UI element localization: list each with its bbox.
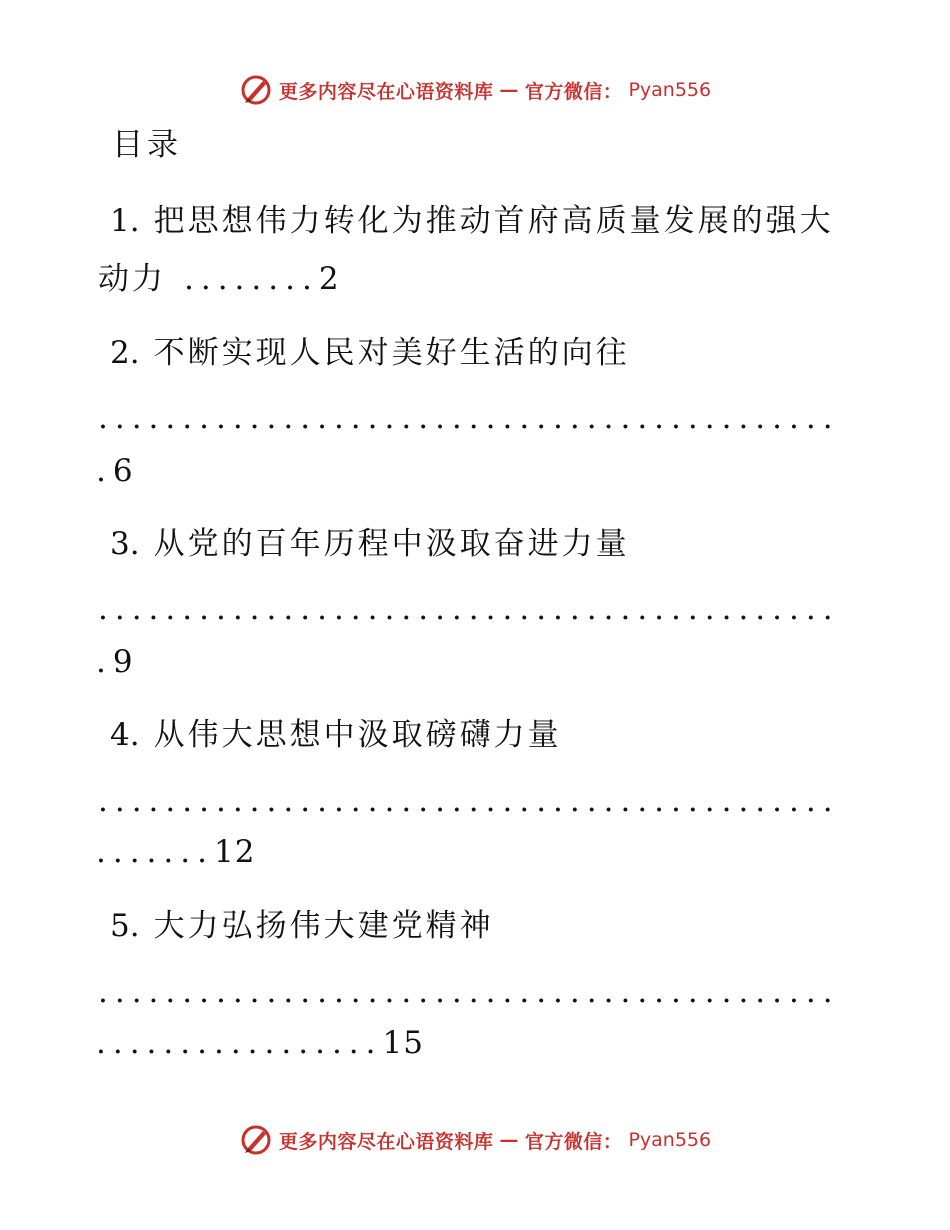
toc-leader-tail: . (96, 453, 113, 489)
separator-text: — (499, 1129, 519, 1151)
toc-entry-title: 把思想伟力转化为推动首府高质量发展的强大 (153, 203, 834, 239)
toc-entry-number: 3. (110, 526, 140, 562)
toc-leader: ............................................ (98, 400, 840, 436)
toc-entry-title-continued: 动力 (98, 261, 166, 297)
header-banner (0, 70, 950, 110)
toc-entry-1-line1[interactable] (110, 203, 834, 239)
toc-entry-title: 不断实现人民对美好生活的向往 (153, 335, 630, 371)
contact-label: 官方微信： (524, 1130, 623, 1153)
toc-page-number: 15 (382, 1025, 424, 1061)
toc-page-line[interactable] (96, 453, 134, 489)
contact-id: Pyan556 (628, 79, 712, 101)
toc-entry-number: 1. (110, 203, 140, 239)
toc-entry-2[interactable] (110, 335, 630, 371)
toc-leader: ........ (184, 261, 319, 297)
pen-logo-icon (239, 1123, 273, 1157)
pen-logo-icon (239, 73, 273, 107)
toc-entry-number: 4. (110, 717, 140, 753)
toc-leader-tail: ................. (96, 1025, 383, 1061)
toc-entry-4[interactable] (110, 717, 562, 753)
toc-entry-number: 5. (110, 908, 140, 944)
toc-leader: ............................................ (98, 974, 840, 1010)
toc-page-line[interactable] (96, 644, 134, 680)
footer-banner (0, 1120, 950, 1160)
toc-page-number: 6 (112, 453, 134, 489)
toc-page-number: 2 (318, 261, 339, 297)
brand-text: 更多内容尽在心语资料库 (278, 80, 494, 103)
toc-entry-5[interactable] (110, 908, 494, 944)
toc-page-number: 12 (213, 834, 256, 870)
toc-entry-title: 从伟大思想中汲取磅礴力量 (153, 717, 562, 753)
toc-leader-tail: ....... (96, 834, 214, 870)
toc-entry-3[interactable] (110, 526, 630, 562)
toc-page-number: 9 (112, 644, 134, 680)
toc-leader-tail: . (96, 644, 113, 680)
toc-entry-title: 从党的百年历程中汲取奋进力量 (153, 526, 630, 562)
separator-text: — (499, 79, 519, 101)
brand-text: 更多内容尽在心语资料库 (278, 1130, 494, 1153)
toc-entry-title: 大力弘扬伟大建党精神 (153, 908, 494, 944)
toc-entry-number: 2. (110, 335, 140, 371)
contact-label: 官方微信： (524, 80, 623, 103)
toc-title: 目录 (112, 127, 182, 163)
toc-page-line[interactable] (96, 834, 255, 870)
toc-page-line[interactable] (96, 1025, 424, 1061)
toc-entry-1-line2[interactable] (98, 261, 339, 297)
toc-leader: ............................................ (98, 783, 840, 819)
toc-leader: ............................................ (98, 591, 840, 627)
contact-id: Pyan556 (628, 1129, 712, 1151)
